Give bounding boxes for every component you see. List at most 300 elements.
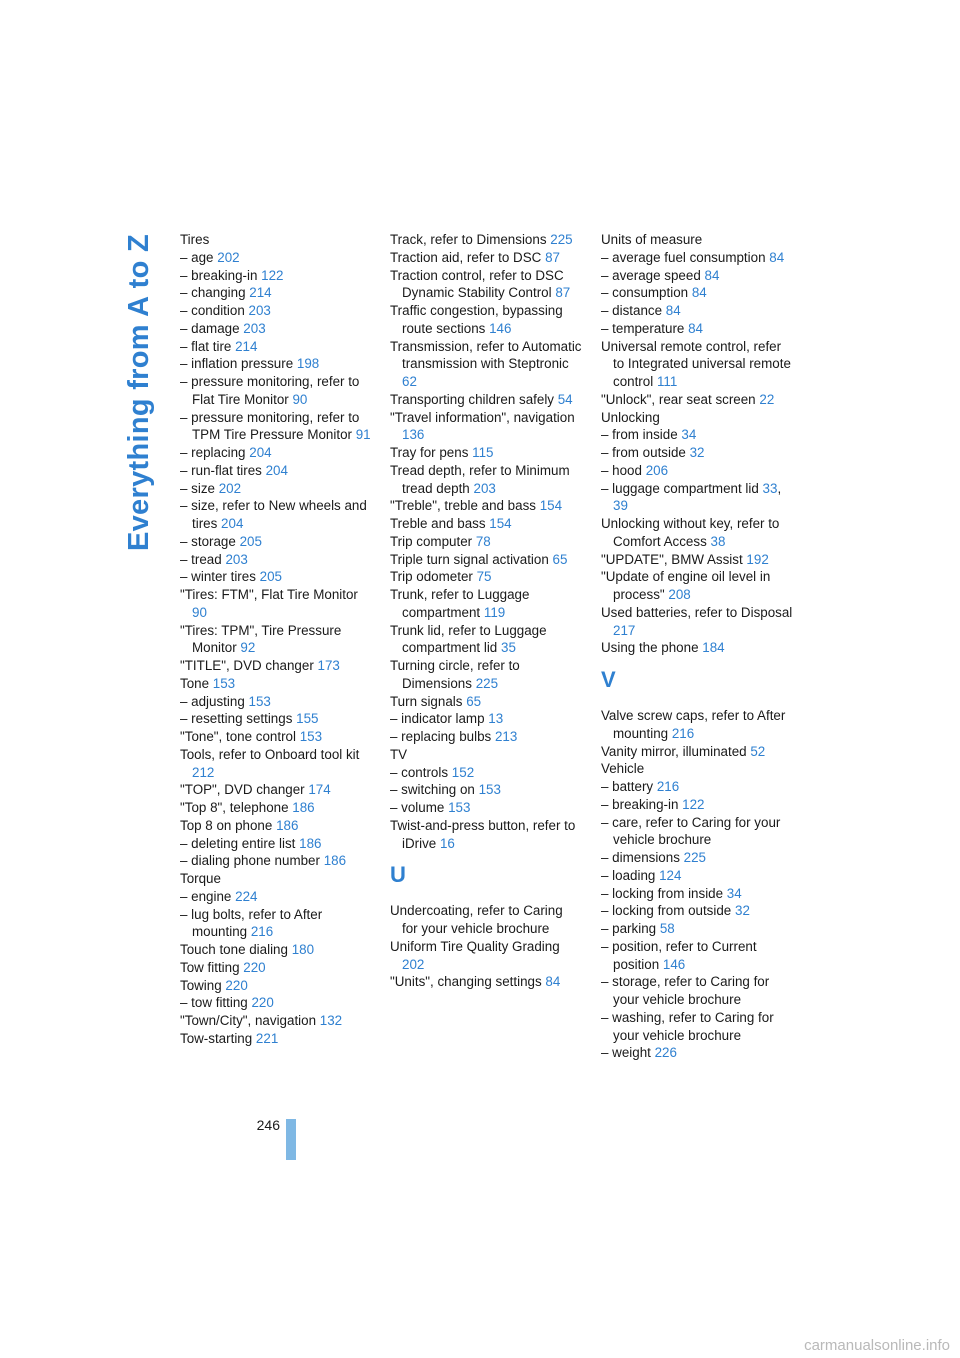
index-entry-text: – loading <box>601 867 656 883</box>
page-reference-link[interactable]: 32 <box>689 445 705 460</box>
index-entry-text: "Tone", tone control <box>180 729 296 744</box>
index-entry-text: "TITLE", DVD changer <box>180 658 314 673</box>
index-entry <box>601 320 793 338</box>
page-reference-link[interactable]: 34 <box>726 885 742 901</box>
index-entry <box>390 568 582 586</box>
index-entry-text: – switching on <box>390 782 475 798</box>
page-reference-link[interactable]: 186 <box>323 853 347 869</box>
watermark: carmanualsonline.info <box>804 1337 950 1354</box>
page-reference-link[interactable]: 155 <box>296 711 319 727</box>
index-entry <box>180 586 372 622</box>
page-reference-link[interactable]: 146 <box>662 956 686 972</box>
index-entry <box>601 391 793 409</box>
index-entry <box>180 231 372 249</box>
page-reference-link[interactable]: 91 <box>355 427 371 443</box>
index-entry-text: Using the phone <box>601 640 699 656</box>
index-entry-text: Trip odometer <box>390 569 473 585</box>
page-reference-link[interactable]: 58 <box>659 921 675 936</box>
index-entry-text: – flat tire <box>180 338 232 354</box>
page-reference-link[interactable]: 16 <box>439 835 455 851</box>
index-entry-text: – storage, refer to Caring for your vehicle brochure <box>601 974 770 1007</box>
page-reference-link[interactable]: 186 <box>299 835 322 851</box>
page-reference-link[interactable]: 84 <box>704 267 720 283</box>
index-entry <box>601 284 793 302</box>
page-reference-link[interactable]: 84 <box>545 974 561 990</box>
index-entry-text: Tray for pens <box>390 445 469 460</box>
index-entry-text: – dimensions <box>601 850 680 865</box>
index-entry <box>180 852 372 870</box>
page-reference-link[interactable]: 208 <box>668 587 691 602</box>
page-reference-link[interactable]: 212 <box>192 764 215 780</box>
page-reference-link[interactable]: 35 <box>501 640 516 656</box>
page-reference-link[interactable]: 62 <box>402 374 417 389</box>
index-entry-text: – size <box>180 480 215 496</box>
index-entry <box>390 249 582 267</box>
index-entry-text: – average speed <box>601 267 701 283</box>
index-entry-text: Twist-and-press button, refer to iDrive <box>390 817 576 851</box>
index-entry-text: – size, refer to New wheels and tires <box>180 498 367 531</box>
index-entry-text: Used batteries, refer to Disposal <box>601 604 793 620</box>
page-reference-link[interactable]: 52 <box>750 743 766 759</box>
index-entry-text: "Town/City", navigation <box>180 1013 317 1028</box>
index-entry <box>601 604 793 640</box>
page-reference-link[interactable]: 213 <box>494 729 518 744</box>
index-entry <box>601 814 793 850</box>
index-entry-text: Transporting children safely <box>390 391 554 407</box>
page-reference-link[interactable]: 184 <box>702 640 725 656</box>
page-reference-link[interactable]: 153 <box>248 693 271 709</box>
page-reference-link[interactable]: 38 <box>710 533 726 549</box>
index-entry <box>180 781 372 799</box>
page-reference-link[interactable]: 217 <box>613 622 636 638</box>
index-entry <box>601 938 793 974</box>
index-entry <box>390 231 582 249</box>
index-entry-text: – run-flat tires <box>180 462 262 478</box>
page-reference-link[interactable]: 186 <box>276 817 299 833</box>
page-reference-link[interactable]: 87 <box>555 285 571 301</box>
index-entry-text: – average fuel consumption <box>601 249 766 265</box>
index-entry <box>601 885 793 903</box>
page-reference-link[interactable]: 192 <box>746 551 769 567</box>
index-entry <box>390 302 582 338</box>
index-entry <box>180 799 372 817</box>
index-entry-text: "Unlock", rear seat screen <box>601 391 756 407</box>
index-entry-text: Traffic congestion, bypassing route sections <box>390 303 563 336</box>
index-entry <box>180 728 372 746</box>
page-reference-link[interactable]: 173 <box>317 658 340 673</box>
index-entry <box>390 710 582 728</box>
index-entry-text: "Tires: TPM", Tire Pressure Monitor <box>180 622 342 656</box>
index-entry <box>180 941 372 959</box>
index-entry-text: – care, refer to Caring for your vehicle brochure <box>601 814 781 848</box>
index-entry <box>180 462 372 480</box>
page-reference-link[interactable]: 154 <box>539 498 563 514</box>
index-entry-text: – position, refer to Current position <box>601 938 757 972</box>
index-entry <box>390 938 582 974</box>
index-entry <box>601 249 793 267</box>
index-entry-text: – lug bolts, refer to After mounting <box>180 906 323 940</box>
page-reference-link[interactable]: 111 <box>656 374 678 389</box>
index-entry <box>180 284 372 302</box>
index-entry-text: Traction control, refer to DSC Dynamic Stability Control <box>390 267 564 301</box>
index-entry <box>390 746 582 764</box>
page-reference-link[interactable]: 152 <box>451 764 475 780</box>
index-entry <box>180 835 372 853</box>
index-entry <box>601 743 793 761</box>
page-reference-link[interactable]: 206 <box>645 462 669 478</box>
index-entry-text: Units of measure <box>601 232 703 247</box>
section-letter: U <box>390 862 406 888</box>
index-entry <box>180 302 372 320</box>
page-reference-link[interactable]: 221 <box>255 1030 279 1046</box>
page-reference-link[interactable]: 87 <box>545 249 560 265</box>
index-entry <box>180 657 372 675</box>
index-entry-text: Triple turn signal activation <box>390 551 549 567</box>
page-reference-link[interactable]: 153 <box>478 782 501 798</box>
index-entry <box>601 920 793 938</box>
index-entry-text: – resetting settings <box>180 711 293 727</box>
index-entry-text: Traction aid, refer to DSC <box>390 249 542 265</box>
page-reference-link[interactable]: 198 <box>296 356 320 372</box>
page-reference-link[interactable]: 226 <box>654 1045 677 1061</box>
page-reference-link[interactable]: 32 <box>735 903 750 919</box>
index-entry <box>601 551 793 569</box>
index-entry <box>180 267 372 285</box>
index-entry-text: – from outside <box>601 445 686 460</box>
page-reference-link[interactable]: 220 <box>251 995 274 1011</box>
index-entry-text: – indicator lamp <box>390 711 485 727</box>
index-entry-text: "Treble", treble and bass <box>390 498 536 514</box>
page-number-bar <box>286 1119 296 1160</box>
index-entry <box>180 497 372 533</box>
index-entry <box>601 302 793 320</box>
index-entry-text: – battery <box>601 779 654 794</box>
index-entry-text: – washing, refer to Caring for your vehicle brochure <box>601 1009 774 1043</box>
index-entry-text: "Update of engine oil level in process" <box>601 569 771 602</box>
index-entry <box>601 338 793 391</box>
index-entry-text: "Travel information", navigation <box>390 409 575 425</box>
index-entry-text: – changing <box>180 285 246 301</box>
index-column-1 <box>180 231 372 1048</box>
index-entry <box>601 444 793 462</box>
page-reference-link[interactable]: 225 <box>683 850 706 865</box>
page-reference-link[interactable]: 33 <box>762 480 778 496</box>
index-entry-text: – luggage compartment lid <box>601 480 759 496</box>
index-entry-text: Torque <box>180 871 221 886</box>
page-reference-link[interactable]: 92 <box>240 640 256 656</box>
index-entry-text: – distance <box>601 303 663 318</box>
side-title-text: Everything from A to Z <box>123 233 156 551</box>
index-entry <box>390 409 582 445</box>
index-entry-text: – consumption <box>601 285 689 301</box>
page-reference-link[interactable]: 115 <box>472 445 494 460</box>
index-entry-text: – damage <box>180 320 240 336</box>
index-entry <box>601 267 793 285</box>
index-entry-text: – breaking-in <box>601 796 679 812</box>
index-entry <box>601 867 793 885</box>
index-entry <box>601 973 793 1009</box>
page-reference-link[interactable]: 224 <box>235 888 258 904</box>
page-reference-link[interactable]: 204 <box>265 462 288 478</box>
index-entry <box>180 1012 372 1030</box>
page-reference-link[interactable]: 202 <box>402 956 425 972</box>
index-entry-text: Tow fitting <box>180 959 240 975</box>
page-reference-link[interactable]: 216 <box>671 725 695 741</box>
page-reference-link[interactable]: 203 <box>243 320 266 336</box>
index-entry <box>390 533 582 551</box>
index-entry <box>390 817 582 853</box>
index-entry-text: – condition <box>180 303 245 318</box>
index-entry <box>390 973 582 991</box>
index-entry-text: Touch tone dialing <box>180 942 288 957</box>
index-entry <box>390 622 582 658</box>
index-entry <box>180 320 372 338</box>
index-entry-text: – hood <box>601 462 642 478</box>
page-reference-link[interactable]: 220 <box>243 959 266 975</box>
index-entry-text: – locking from inside <box>601 885 724 901</box>
index-entry <box>390 657 582 693</box>
index-entry <box>180 622 372 658</box>
index-entry-text: – dialing phone number <box>180 853 320 869</box>
index-entry-text: Turn signals <box>390 693 463 709</box>
index-entry <box>180 817 372 835</box>
index-entry-text: – engine <box>180 888 232 904</box>
index-entry-text: "Tires: FTM", Flat Tire Monitor <box>180 587 358 602</box>
index-entry <box>180 994 372 1012</box>
index-entry-text: Vanity mirror, illuminated <box>601 743 747 759</box>
page-reference-link[interactable]: 34 <box>681 427 697 443</box>
index-entry <box>180 977 372 995</box>
index-entry-text: – winter tires <box>180 569 256 585</box>
index-entry <box>180 249 372 267</box>
index-entry-text: Tools, refer to Onboard tool kit <box>180 746 360 762</box>
index-entry <box>601 778 793 796</box>
page-reference-link[interactable]: 174 <box>308 782 331 798</box>
index-entry <box>601 760 793 778</box>
index-entry-text: – pressure monitoring, refer to Flat Tire Monitor <box>180 374 360 407</box>
page-reference-link[interactable]: 75 <box>476 569 492 585</box>
index-entry <box>601 515 793 551</box>
index-entry <box>601 231 793 249</box>
index-entry-text: Universal remote control, refer to Integrated universal remote control <box>601 338 791 389</box>
index-entry-text: Tread depth, refer to Minimum tread depth <box>390 462 570 496</box>
page-number: 246 <box>256 1117 280 1133</box>
index-entry <box>390 764 582 782</box>
page-reference-link[interactable]: 204 <box>249 445 272 460</box>
page-reference-link[interactable]: 205 <box>259 569 282 585</box>
index-entry <box>601 568 793 604</box>
index-entry <box>601 462 793 480</box>
page-reference-link[interactable]: 202 <box>217 249 240 265</box>
page-reference-link[interactable]: 203 <box>225 551 248 567</box>
index-entry-text: – controls <box>390 764 449 780</box>
index-entry-text: – storage <box>180 533 236 549</box>
page-reference-link[interactable]: 54 <box>557 391 573 407</box>
index-entry-text: Unlocking <box>601 409 660 425</box>
index-entry <box>390 338 582 391</box>
page-reference-link[interactable]: 225 <box>475 675 499 691</box>
index-entry-text: Tires <box>180 232 210 247</box>
index-entry <box>601 707 793 743</box>
index-entry <box>601 409 793 427</box>
index-entry-text: Valve screw caps, refer to After mounting <box>601 708 786 741</box>
index-entry <box>601 426 793 444</box>
page-reference-link[interactable]: 78 <box>475 533 491 549</box>
page-reference-link[interactable]: 122 <box>261 267 284 283</box>
index-entry <box>601 796 793 814</box>
page-reference-link[interactable]: 203 <box>473 480 496 496</box>
index-entry <box>390 391 582 409</box>
index-entry-text: – locking from outside <box>601 903 732 919</box>
page-reference-link[interactable]: 214 <box>249 285 272 301</box>
index-entry-text: Turning circle, refer to Dimensions <box>390 658 520 691</box>
index-entry <box>601 1044 793 1062</box>
page-reference-link[interactable]: 90 <box>192 604 207 620</box>
page-reference-link[interactable]: 22 <box>759 391 775 407</box>
index-entry <box>180 533 372 551</box>
page-reference-link[interactable]: 65 <box>466 693 482 709</box>
index-entry-text: Top 8 on phone <box>180 817 273 833</box>
index-entry <box>390 728 582 746</box>
page-reference-link[interactable]: 146 <box>489 320 512 336</box>
index-entry <box>601 639 793 657</box>
index-entry <box>390 267 582 303</box>
index-entry-text: Transmission, refer to Automatic transmission with Steptronic <box>390 338 582 372</box>
index-entry <box>180 870 372 888</box>
index-entry <box>390 902 582 938</box>
index-entry <box>180 959 372 977</box>
page-reference-link[interactable]: 225 <box>550 232 573 247</box>
index-entry <box>390 799 582 817</box>
index-entry <box>180 888 372 906</box>
page-reference-link[interactable]: 216 <box>250 924 274 940</box>
index-entry <box>180 551 372 569</box>
index-entry-text: "Units", changing settings <box>390 974 542 990</box>
index-entry-text: – deleting entire list <box>180 835 296 851</box>
index-entry-text: – adjusting <box>180 693 245 709</box>
index-entry-text: Trip computer <box>390 533 473 549</box>
page-reference-link[interactable]: 154 <box>489 516 512 531</box>
index-entry-text: Treble and bass <box>390 516 486 531</box>
index-entry-text: – replacing bulbs <box>390 729 492 744</box>
index-entry-text: – weight <box>601 1045 651 1061</box>
page-reference-link[interactable]: 119 <box>483 604 506 620</box>
page-reference-link[interactable]: 202 <box>218 480 242 496</box>
index-entry-text: Track, refer to Dimensions <box>390 232 547 247</box>
page-reference-link[interactable]: 13 <box>488 711 504 727</box>
page-reference-link[interactable]: 216 <box>656 779 680 794</box>
index-entry-text: – replacing <box>180 445 246 460</box>
page-reference-link[interactable]: 153 <box>212 675 236 691</box>
index-entry <box>601 480 793 516</box>
page-reference-link[interactable]: 84 <box>688 320 704 336</box>
index-entry <box>180 355 372 373</box>
index-entry-text: – temperature <box>601 320 685 336</box>
page-reference-link[interactable]: 84 <box>665 303 681 318</box>
index-entry <box>180 675 372 693</box>
page-reference-link[interactable]: 122 <box>682 796 705 812</box>
index-entry-text: Unlocking without key, refer to Comfort Access <box>601 516 780 549</box>
index-entry-text: "UPDATE", BMW Assist <box>601 551 743 567</box>
index-entry-text: TV <box>390 746 408 762</box>
index-entry-text: Trunk lid, refer to Luggage compartment lid <box>390 622 547 656</box>
index-entry <box>180 693 372 711</box>
index-entry <box>390 693 582 711</box>
index-entry-text: Vehicle <box>601 761 645 777</box>
index-entry <box>601 849 793 867</box>
index-entry <box>601 1009 793 1045</box>
page-reference-link[interactable]: 204 <box>221 516 244 531</box>
page-reference-link[interactable]: 84 <box>691 285 707 301</box>
page-reference-link[interactable]: 186 <box>292 800 315 815</box>
index-entry-text: – from inside <box>601 427 678 443</box>
index-entry <box>390 551 582 569</box>
page-reference-link[interactable]: 39 <box>613 498 628 514</box>
index-entry-text: – age <box>180 249 214 265</box>
page-reference-link[interactable]: 214 <box>235 338 258 354</box>
index-entry <box>180 409 372 445</box>
page-reference-link[interactable]: 180 <box>291 942 315 957</box>
index-entry <box>390 515 582 533</box>
page-reference-link[interactable]: 205 <box>239 533 262 549</box>
index-entry-text: – volume <box>390 800 445 815</box>
index-column-2 <box>390 231 582 991</box>
index-entry <box>390 781 582 799</box>
index-entry-text: Uniform Tire Quality Grading <box>390 938 560 954</box>
page-reference-link[interactable]: 65 <box>552 551 568 567</box>
index-entry-text: – tow fitting <box>180 995 248 1011</box>
index-entry <box>180 906 372 942</box>
index-entry <box>180 373 372 409</box>
index-entry-text: Tow-starting <box>180 1030 253 1046</box>
index-entry <box>390 462 582 498</box>
index-entry <box>180 480 372 498</box>
index-entry <box>180 710 372 728</box>
ref-separator: , <box>777 480 782 496</box>
index-entry-text: – tread <box>180 551 222 567</box>
page-reference-link[interactable]: 220 <box>225 977 248 993</box>
page-reference-link[interactable]: 153 <box>299 729 323 744</box>
index-entry-text: – breaking-in <box>180 267 258 283</box>
page-reference-link[interactable]: 153 <box>448 800 471 815</box>
index-entry-text: Tone <box>180 675 210 691</box>
index-column-3 <box>601 231 793 1062</box>
page-reference-link[interactable]: 90 <box>292 391 308 407</box>
index-entry-text: – pressure monitoring, refer to TPM Tire Pressure Monitor <box>180 409 360 443</box>
index-entry <box>390 497 582 515</box>
index-entry-text: Towing <box>180 977 222 993</box>
page-reference-link[interactable]: 136 <box>402 427 425 443</box>
page-reference-link[interactable]: 84 <box>769 249 785 265</box>
index-entry <box>390 444 582 462</box>
index-entry <box>180 746 372 782</box>
index-entry <box>180 444 372 462</box>
side-title <box>122 232 158 552</box>
index-entry <box>180 1030 372 1048</box>
page-reference-link[interactable]: 132 <box>319 1013 343 1028</box>
index-entry-text: Undercoating, refer to Caring for your vehicle brochure <box>390 903 563 936</box>
index-entry-text: – parking <box>601 921 657 936</box>
index-entry <box>180 338 372 356</box>
index-entry <box>390 586 582 622</box>
page-reference-link[interactable]: 203 <box>248 303 271 318</box>
page-reference-link[interactable]: 124 <box>659 867 682 883</box>
section-letter: V <box>601 667 616 692</box>
index-entry-text: "Top 8", telephone <box>180 800 289 815</box>
index-entry <box>180 568 372 586</box>
index-entry-text: "TOP", DVD changer <box>180 782 305 798</box>
index-entry-text: Trunk, refer to Luggage compartment <box>390 587 530 620</box>
